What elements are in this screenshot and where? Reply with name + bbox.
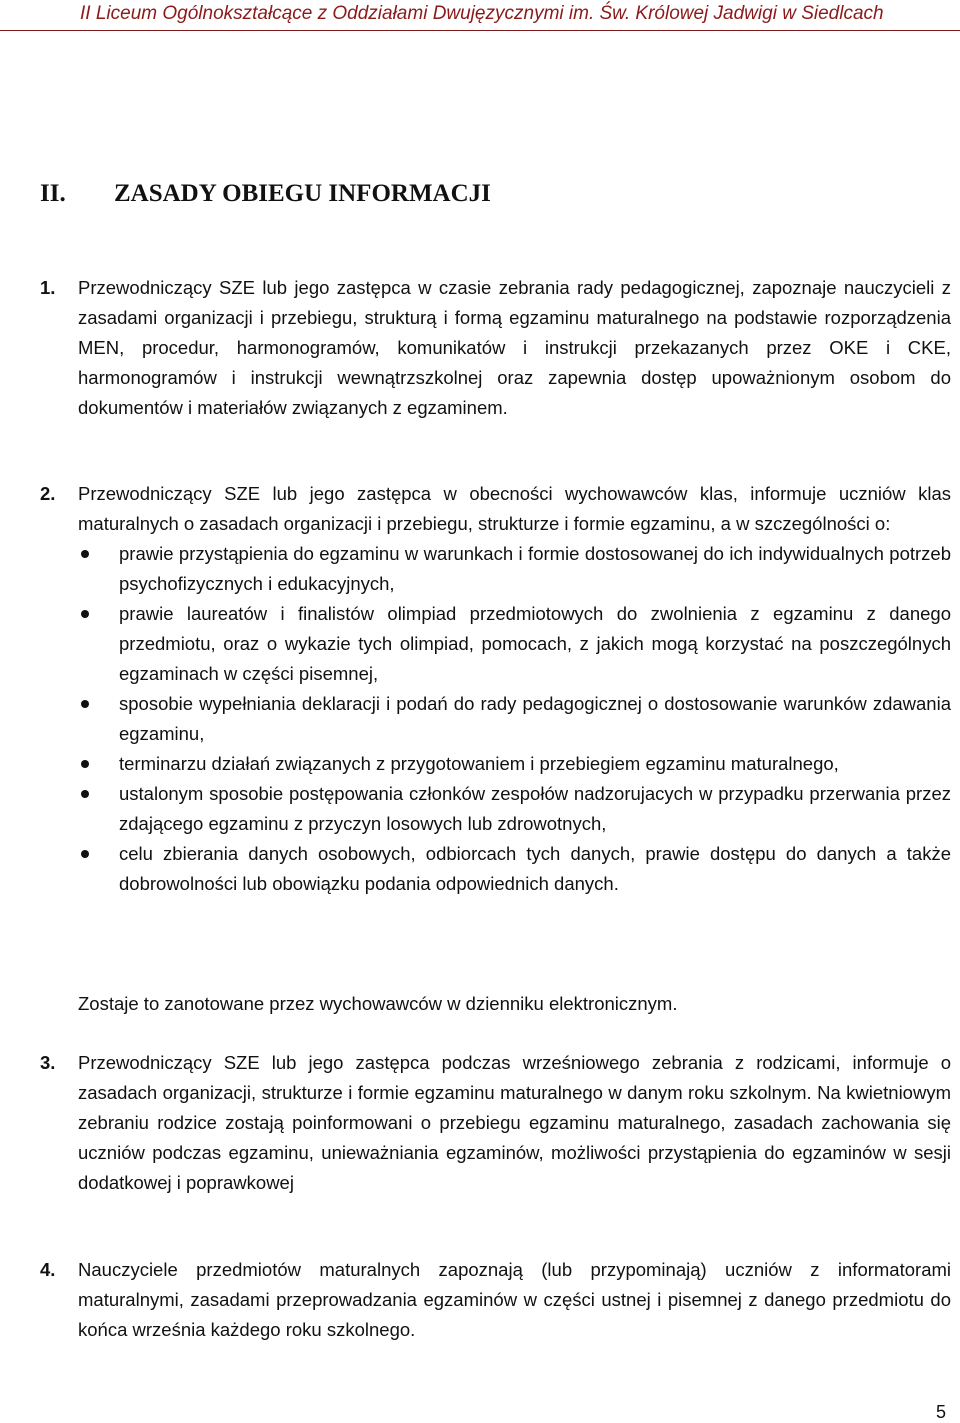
bullet-item xyxy=(78,689,951,749)
item-3 xyxy=(40,1048,951,1198)
bullet-dot-icon xyxy=(81,610,89,618)
item-1 xyxy=(40,273,951,423)
bullet-text: sposobie wypełniania deklaracji i podań do rady pedagogicznej o dostosowanie warunków zdawania egzaminu, xyxy=(119,693,951,744)
item-3-text: Przewodniczący SZE lub jego zastępca podczas wrześniowego zebrania z rodzicami, informuje o zasadach organizacji, strukturze i formie egzaminu maturalnego w danym roku szkolnym. Na kwietniowym zebraniu rodzice zostają poinformowani o przebiegu egzaminu maturalnego, zasadach zachowania się uczniów podczas egzaminu, unieważniania egzaminów, możliwości przystąpienia do egzaminów w sesji dodatkowej i poprawkowej xyxy=(78,1052,951,1193)
header-school-name: II Liceum Ogólnokształcące z Oddziałami Dwujęzycznymi im. Św. Królowej Jadwigi w Siedlcach xyxy=(80,3,884,24)
section-heading xyxy=(40,180,491,208)
bullet-text: prawie laureatów i finalistów olimpiad przedmiotowych do zwolnienia z egzaminu z danego przedmiotu, oraz o wykazie tych olimpiad, pomocach, z jakich mogą korzystać na poszczególnych egzaminach w części pisemnej, xyxy=(119,603,951,684)
item-1-number: 1. xyxy=(40,277,56,298)
page-number: 5 xyxy=(936,1402,947,1422)
page-header xyxy=(0,0,960,31)
bullet-item xyxy=(78,749,951,779)
item-1-text: Przewodniczący SZE lub jego zastępca w czasie zebrania rady pedagogicznej, zapoznaje nauczycieli z zasadami organizacji i przebiegu, strukturą i formą egzaminu maturalnego na podstawie rozporządzenia MEN, procedur, harmonogramów, komunikatów i instrukcji przekazanych przez OKE i CKE, harmonogramów i instrukcji wewnątrzszkolnej oraz zapewnia dostęp upoważnionym osobom do dokumentów i materiałów związanych z egzaminem. xyxy=(78,277,951,418)
section-title: ZASADY OBIEGU INFORMACJI xyxy=(114,180,491,207)
item-4-text: Nauczyciele przedmiotów maturalnych zapoznają (lub przypominają) uczniów z informatorami maturalnymi, zasadami przeprowadzania egzaminów w części ustnej i pisemnej z danego przedmiotu do końca września każdego roku szkolnego. xyxy=(78,1259,951,1340)
bullet-text: ustalonym sposobie postępowania członków zespołów nadzorujacych w przypadku przerwania przez zdającego egzaminu z przyczyn losowych lub zdrowotnych, xyxy=(119,783,951,834)
bullet-dot-icon xyxy=(81,790,89,798)
item-4 xyxy=(40,1255,951,1345)
bullet-item xyxy=(78,599,951,689)
item-2 xyxy=(40,479,951,899)
bullet-dot-icon xyxy=(81,550,89,558)
bullet-text: terminarzu działań związanych z przygotowaniem i przebiegiem egzaminu maturalnego, xyxy=(119,753,839,774)
item-2-note: Zostaje to zanotowane przez wychowawców w dzienniku elektronicznym. xyxy=(78,993,678,1014)
section-number: II. xyxy=(40,180,66,207)
bullet-dot-icon xyxy=(81,850,89,858)
bullet-text: prawie przystąpienia do egzaminu w warunkach i formie dostosowanej do ich indywidualnych potrzeb psychofizycznych i edukacyjnych, xyxy=(119,543,951,594)
item-2-text: Przewodniczący SZE lub jego zastępca w obecności wychowawców klas, informuje uczniów klas maturalnych o zasadach organizacji i przebiegu, strukturze i formie egzaminu, a w szczególności o: xyxy=(78,483,951,534)
item-2-bullet-list xyxy=(78,539,951,899)
bullet-item xyxy=(78,539,951,599)
bullet-dot-icon xyxy=(81,760,89,768)
item-4-number: 4. xyxy=(40,1259,56,1280)
item-2-number: 2. xyxy=(40,483,56,504)
bullet-text: celu zbierania danych osobowych, odbiorcach tych danych, prawie dostępu do danych a także dobrowolności lub obowiązku podania odpowiednich danych. xyxy=(119,843,951,894)
bullet-item xyxy=(78,779,951,839)
item-3-number: 3. xyxy=(40,1052,56,1073)
bullet-dot-icon xyxy=(81,700,89,708)
bullet-item xyxy=(78,839,951,899)
